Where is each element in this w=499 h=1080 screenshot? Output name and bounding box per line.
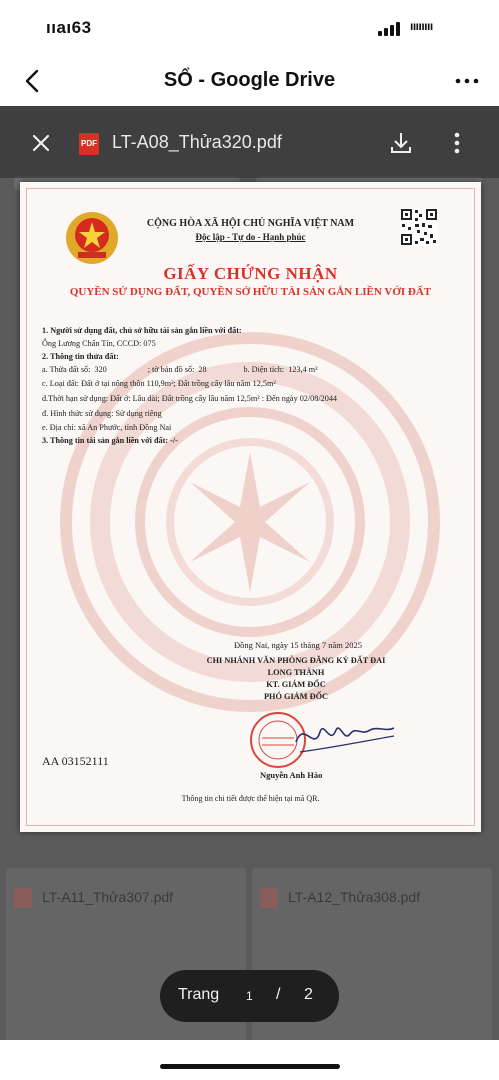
page-label: Trang <box>178 986 220 1003</box>
qr-note: Thông tin chi tiết được thể hiện tại mã QR. <box>181 794 320 803</box>
certificate-serial: AA 03152111 <box>42 754 109 768</box>
certificate-title: GIẤY CHỨNG NHẬN <box>163 264 338 283</box>
app-header <box>0 56 499 106</box>
handwritten-signature <box>290 712 400 756</box>
document-motto: Độc lập - Tự do - Hạnh phúc <box>195 232 306 242</box>
issue-date: Đồng Nai, ngày 15 tháng 7 năm 2025 <box>234 640 362 650</box>
more-options-button[interactable] <box>452 68 482 94</box>
issuing-office: PHÓ GIÁM ĐỐC <box>263 692 329 701</box>
more-horizontal-icon <box>452 68 482 94</box>
bronze-drum-watermark <box>60 332 440 712</box>
document-line: a. Thửa đất số: 320 ; tờ bản đồ số: 28 b. Diện tích: 123,4 m² <box>42 365 318 374</box>
download-icon <box>386 128 416 158</box>
issuing-office: LONG THÀNH <box>267 668 325 677</box>
page-indicator[interactable] <box>160 970 339 1022</box>
issuing-office: KT. GIÁM ĐỐC <box>266 680 326 689</box>
current-page[interactable]: 1 <box>246 989 253 1003</box>
more-vertical-icon <box>446 128 468 158</box>
carrier-label: ıııııııı <box>410 19 433 33</box>
viewer-toolbar <box>0 106 499 178</box>
pdf-icon <box>14 888 32 908</box>
signer-name: Nguyễn Anh Hào <box>260 770 323 780</box>
close-button[interactable] <box>26 128 56 158</box>
document-line: e. Địa chỉ: xã An Phước, tỉnh Đồng Nai <box>42 423 172 432</box>
home-area <box>0 1040 499 1080</box>
pdf-viewer <box>0 106 499 1040</box>
file-name: LT-A08_Thửa320.pdf <box>112 132 282 152</box>
more-vertical-button[interactable] <box>446 128 468 158</box>
background-file-name: LT-A12_Thửa308.pdf <box>288 889 421 905</box>
document-page <box>20 182 481 832</box>
document-line: 1. Người sử dụng đất, chủ sở hữu tài sản gắn liền với đất: <box>42 326 242 335</box>
document-line: 3. Thông tin tài sản gắn liền với đất: -/- <box>42 436 178 445</box>
document-line: Ông Lương Chấn Tín, CCCD: 075 <box>42 339 156 348</box>
download-button[interactable] <box>386 128 416 158</box>
status-time: ııaı63 <box>46 18 92 37</box>
background-file-name: LT-A11_Thửa307.pdf <box>42 889 174 905</box>
signal-icon <box>378 22 402 36</box>
page-title: SỔ - Google Drive <box>163 69 336 91</box>
issuing-office: CHI NHÁNH VĂN PHÒNG ĐĂNG KÝ ĐẤT ĐAI <box>206 656 386 665</box>
document-line: d.Thời hạn sử dụng: Đất ở: Lâu dài; Đất trồng cây lâu năm 12,5m² : Đến ngày 02/08/2044 <box>42 394 338 403</box>
document-line: 2. Thông tin thửa đất: <box>42 352 119 361</box>
document-line: đ. Hình thức sử dụng: Sử dụng riêng <box>42 409 162 418</box>
page-separator: / <box>276 986 281 1003</box>
home-indicator[interactable] <box>160 1064 340 1069</box>
close-icon <box>26 128 56 158</box>
total-pages: 2 <box>304 986 313 1003</box>
pdf-icon <box>260 888 278 908</box>
document-line: c. Loại đất: Đất ở tại nông thôn 110,9m²; Đất trồng cây lâu năm 12,5m² <box>42 379 276 388</box>
status-bar <box>0 0 499 56</box>
pdf-file-icon: PDF <box>79 133 99 155</box>
document-nation: CỘNG HÒA XÃ HỘI CHỦ NGHĨA VIỆT NAM <box>146 218 355 229</box>
certificate-subtitle: QUYỀN SỬ DỤNG ĐẤT, QUYỀN SỞ HỮU TÀI SẢN GẮN LIỀN VỚI ĐẤT <box>69 286 432 298</box>
